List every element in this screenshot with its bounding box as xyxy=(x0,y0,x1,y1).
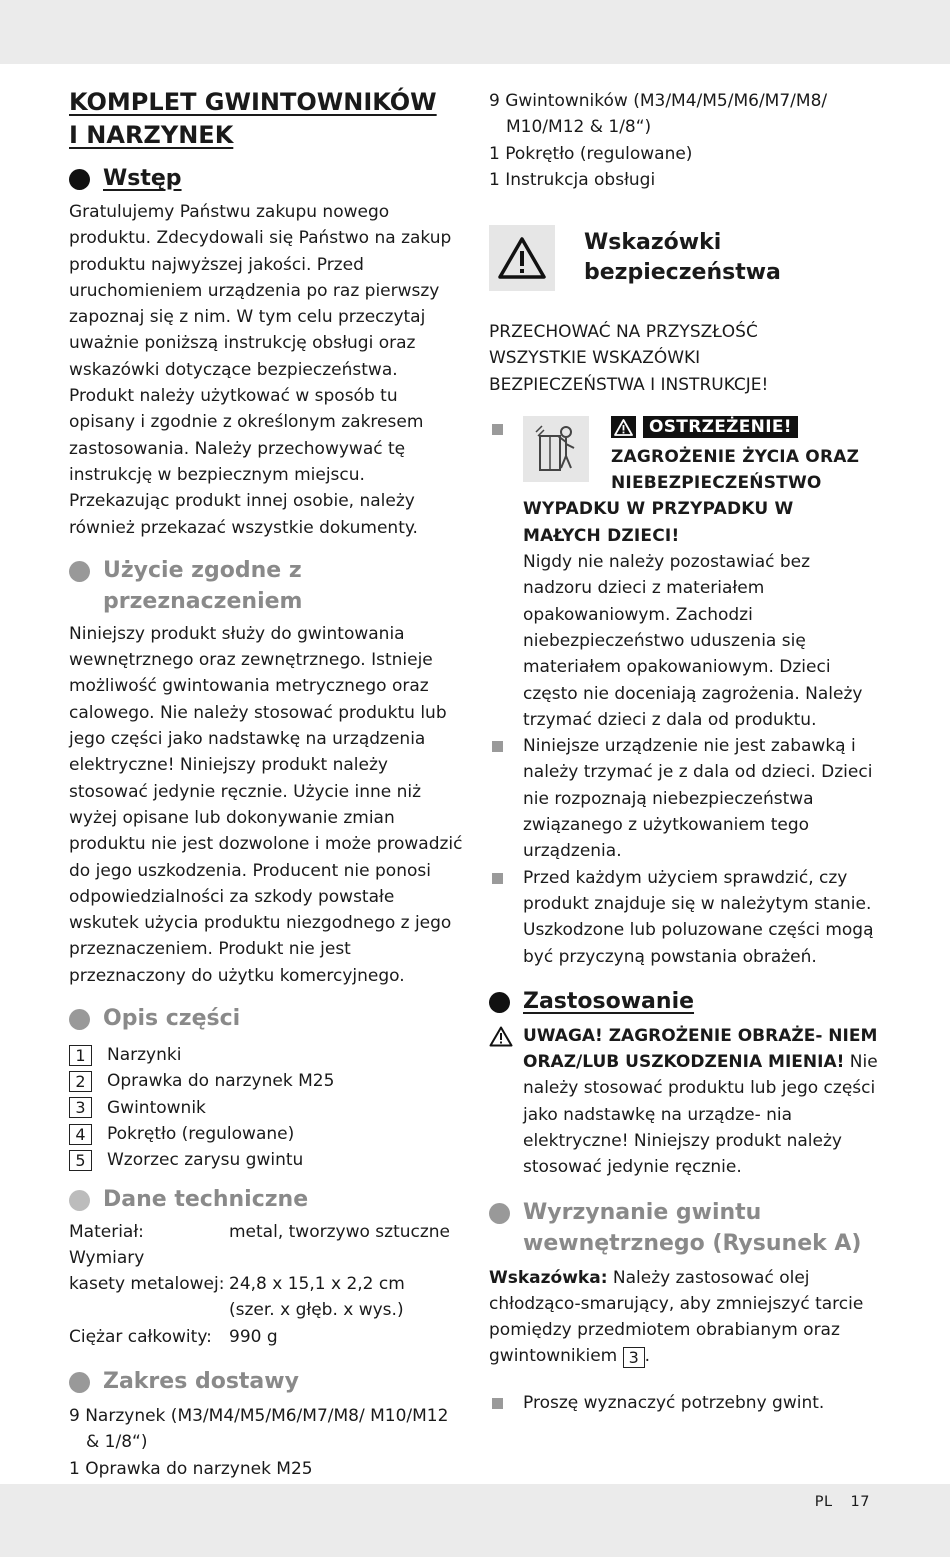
title-line-1: KOMPLET GWINTOWNIKÓW xyxy=(69,88,437,116)
intended-use-heading xyxy=(69,555,464,617)
usage-caution xyxy=(489,1023,884,1181)
bullet-dot-icon xyxy=(489,992,510,1013)
warning-title-line: NIEBEZPIECZEŃSTWO xyxy=(611,473,822,494)
bullet-dot-icon xyxy=(69,169,90,190)
thread-step-item xyxy=(489,1390,884,1416)
document-title xyxy=(69,86,464,152)
delivery-list-right xyxy=(489,88,884,193)
delivery-item: 9 Narzynek (M3/M4/M5/M6/M7/M8/ M10/M12 & 1/8“) xyxy=(69,1405,449,1453)
intended-use-heading-line-2: przeznaczeniem xyxy=(103,588,303,614)
tech-heading-text: Dane techniczne xyxy=(103,1186,309,1212)
spec-empty-cell xyxy=(229,1245,464,1271)
bottom-margin-band xyxy=(0,1484,950,1557)
usage-heading xyxy=(489,986,884,1017)
square-bullet-icon xyxy=(492,1398,503,1409)
part-number-box: 4 xyxy=(69,1124,92,1145)
delivery-heading xyxy=(69,1366,464,1397)
caution-triangle-icon xyxy=(489,1026,513,1055)
delivery-item: 1 Pokrętło (regulowane) xyxy=(489,143,693,164)
bullet-dot-icon xyxy=(69,561,90,582)
note-end: . xyxy=(644,1346,651,1367)
spec-label: Ciężar całkowity: xyxy=(69,1326,212,1347)
caution-bold-text: UWAGA! ZAGROŻENIE OBRAŻE- NIEM ORAZ/LUB USZKODZENIA MIENIA! xyxy=(523,1025,878,1073)
internal-thread-heading-line-2: wewnętrznego (Rysunek A) xyxy=(523,1230,862,1256)
tech-heading xyxy=(69,1184,464,1215)
spec-value: metal, tworzywo sztuczne xyxy=(229,1221,451,1242)
spec-value: 24,8 x 15,1 x 2,2 cm xyxy=(229,1274,405,1295)
square-bullet-icon xyxy=(492,741,503,752)
child-danger-icon xyxy=(523,416,589,482)
keep-instructions-notice: PRZECHOWAĆ NA PRZYSZŁOŚĆ WSZYSTKIE WSKAZÓWKI BEZPIECZEŃSTWA I INSTRUKCJE! xyxy=(489,322,769,395)
warning-label: OSTRZEŻENIE! xyxy=(643,416,798,438)
safety-heading-line-1: Wskazówki xyxy=(584,230,722,256)
parts-list-item xyxy=(69,1147,464,1173)
note-text: Należy zastosować olej chłodząco-smarujący, aby zmniejszyć tarcie pomiędzy przedmiotem obrabianym oraz gwintownikiem xyxy=(489,1267,864,1367)
safety-header xyxy=(489,225,884,291)
spec-label: Wymiary xyxy=(69,1247,145,1268)
warning-tag xyxy=(611,416,798,438)
part-number-box: 1 xyxy=(69,1045,92,1066)
part-label: Gwintownik xyxy=(107,1097,206,1118)
intended-use-heading-line-1: Użycie zgodne z xyxy=(103,557,302,583)
child-warning-head xyxy=(611,416,859,496)
part-number-box: 2 xyxy=(69,1071,92,1092)
safety-list xyxy=(489,416,884,970)
spec-value: 990 g xyxy=(229,1326,278,1347)
warning-small-triangle-svg xyxy=(614,419,633,436)
delivery-item: 1 Instrukcja obsługi xyxy=(489,169,656,190)
thread-step-text: Proszę wyznaczyć potrzebny gwint. xyxy=(523,1392,825,1413)
intended-use-heading-text xyxy=(103,555,302,617)
safety-list-item xyxy=(489,416,884,733)
part-label: Wzorzec zarysu gwintu xyxy=(107,1150,304,1171)
child-danger-svg xyxy=(532,422,580,476)
safety-item-text: Niniejsze urządzenie nie jest zabawką i należy trzymać je z dala od dzieci. Dzieci nie rozpoznają niebezpieczeństwa związanego z użytkowaniem tego urządzenia. xyxy=(523,736,873,862)
internal-thread-heading-text xyxy=(523,1197,862,1259)
warning-text: Nigdy nie należy pozostawiać bez nadzoru dzieci z materiałem opakowaniowym. Zachodzi niebezpieczeństwo uduszenia się materiałem opakowaniowym. Dzieci często nie doceniają zagrożenia. Należy trzymać dzieci z dala od produktu. xyxy=(523,552,863,730)
caution-triangle-svg xyxy=(489,1026,513,1047)
delivery-heading-text: Zakres dostawy xyxy=(103,1368,299,1394)
delivery-list-left xyxy=(69,1403,464,1482)
spec-value: (szer. x głęb. x wys.) xyxy=(229,1300,404,1321)
page-language: PL xyxy=(814,1494,833,1510)
intro-text: Gratulujemy Państwu zakupu nowego produktu. Zdecydowali się Państwo na zakup produktu najwyższej jakości. Przed uruchomieniem urządzenia po raz pierwszy zapoznaj się z nim. W tym celu przeczytaj uważnie poniższą instrukcję obsługi oraz wskazówki dotyczące bezpieczeństwa. Produkt należy użytkować w sposób tu opisany i zgodnie z określonym zakresem zastosowania. Należy przechowywać tę instrukcję w bezpiecznym miejscu. Przekazując produkt innej osobie, należy również przekazać wszystkie dokumenty. xyxy=(69,202,452,538)
delivery-item: 1 Oprawka do narzynek M25 xyxy=(69,1458,313,1479)
spec-label: Materiał: xyxy=(69,1221,144,1242)
parts-list-item xyxy=(69,1121,464,1147)
internal-thread-note xyxy=(489,1265,884,1370)
part-number-box: 5 xyxy=(69,1150,92,1171)
top-margin-band xyxy=(0,0,950,64)
safety-list-item xyxy=(489,865,884,970)
warning-title-line: WYPADKU W PRZYPADKU W MAŁYCH DZIECI! xyxy=(523,499,794,546)
page-number: 17 xyxy=(850,1494,870,1510)
warning-triangle-icon xyxy=(489,225,555,291)
thread-steps-list xyxy=(489,1390,884,1416)
parts-list xyxy=(69,1042,464,1173)
note-label: Wskazówka: xyxy=(489,1267,608,1288)
warning-title-line: ZAGROŻENIE ŻYCIA ORAZ xyxy=(611,446,860,467)
tech-specs-table xyxy=(69,1219,464,1350)
square-bullet-icon xyxy=(492,873,503,884)
delivery-item: 9 Gwintowników (M3/M4/M5/M6/M7/M8/ M10/M12 & 1/8“) xyxy=(489,91,828,138)
part-label: Pokrętło (regulowane) xyxy=(107,1124,295,1145)
warning-triangle-svg xyxy=(497,236,547,280)
parts-heading xyxy=(69,1003,464,1034)
usage-heading-text: Zastosowanie xyxy=(523,988,695,1014)
safety-list-item xyxy=(489,733,884,864)
page-footer xyxy=(815,1494,870,1510)
caution-text: Nie należy stosować produktu lub jego części jako nadstawkę na urządze- nia elektryczne! Niniejszy produkt należy stosować jedynie ręcznie. xyxy=(523,1052,878,1178)
safety-heading xyxy=(584,228,781,288)
child-warning-row xyxy=(523,416,884,496)
part-label: Narzynki xyxy=(107,1045,182,1066)
intro-heading xyxy=(69,163,464,194)
spec-empty-cell xyxy=(69,1297,229,1323)
internal-thread-heading-line-1: Wyrzynanie gwintu xyxy=(523,1199,762,1225)
bullet-dot-icon xyxy=(489,1203,510,1224)
intended-use-text: Niniejszy produkt służy do gwintowania wewnętrznego oraz zewnętrznego. Istnieje możliwość gwintowania metrycznego oraz calowego. Nie należy stosować produktu lub jego części jako nadstawkę na urządzenia elektryczne! Niniejszy produkt należy stosować jedynie ręcznie. Użycie inne niż wyżej opisane lub dokonywanie zmian produktu nie jest dozwolone i może prowadzić do jego uszkodzenia. Producent nie ponosi odpowiedzialności za szkody powstałe wskutek użycia produktu niezgodnego z jego przeznaczeniem. Produkt nie jest przeznaczony do użytku komercyjnego. xyxy=(69,623,463,986)
bullet-dot-icon xyxy=(69,1190,90,1211)
spec-label: kasety metalowej: xyxy=(69,1274,225,1295)
safety-item-text: Przed każdym użyciem sprawdzić, czy produkt znajduje się w należytym stanie. Uszkodzone lub poluzowane części mogą być przyczyną powstania obrażeń. xyxy=(523,867,874,967)
intro-heading-text: Wstęp xyxy=(103,166,182,191)
parts-list-item xyxy=(69,1042,464,1068)
part-number-box: 3 xyxy=(69,1097,92,1118)
bullet-dot-icon xyxy=(69,1009,90,1030)
part-label: Oprawka do narzynek M25 xyxy=(107,1071,335,1092)
title-line-2: I NARZYNEK xyxy=(69,121,234,149)
warning-small-triangle-icon xyxy=(611,416,636,438)
part-reference-box: 3 xyxy=(623,1347,645,1368)
parts-heading-text: Opis części xyxy=(103,1006,241,1032)
bullet-dot-icon xyxy=(69,1372,90,1393)
internal-thread-heading xyxy=(489,1197,884,1259)
safety-heading-line-2: bezpieczeństwa xyxy=(584,260,781,286)
parts-list-item xyxy=(69,1068,464,1094)
right-column xyxy=(489,88,884,1416)
square-bullet-icon xyxy=(492,424,503,435)
left-column xyxy=(69,86,464,1482)
parts-list-item xyxy=(69,1095,464,1121)
